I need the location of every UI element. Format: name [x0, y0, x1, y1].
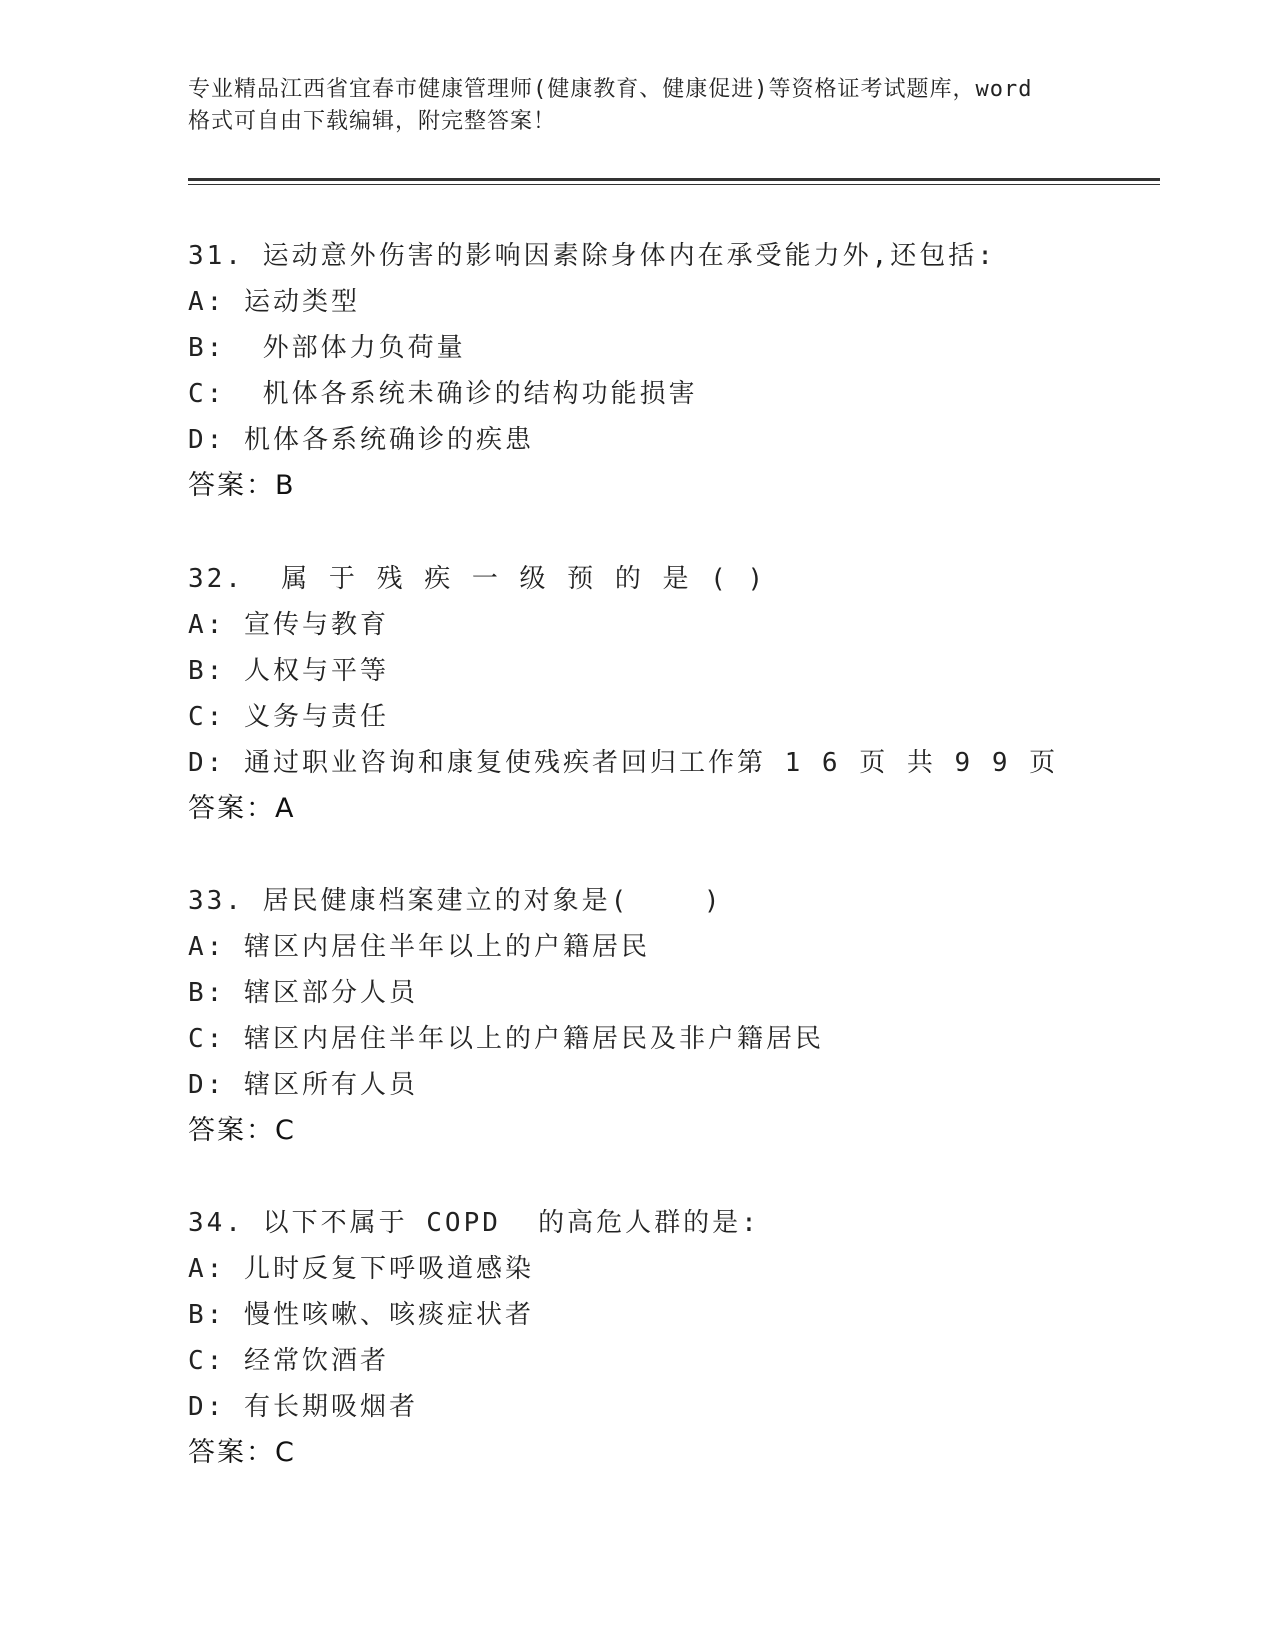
option-b: B: 慢性咳嗽、咳痰症状者: [188, 1300, 534, 1330]
question-33: [188, 878, 1188, 1154]
header-divider-thin: [188, 184, 1160, 185]
option-a: A: 运动类型: [188, 287, 360, 317]
header-divider-thick: [188, 178, 1160, 181]
option-c: C: 机体各系统未确诊的结构功能损害: [188, 379, 698, 409]
option-d: D: 通过职业咨询和康复使残疾者回归工作第 1 6 页 共 9 9 页: [188, 748, 1059, 778]
option-a: A: 辖区内居住半年以上的户籍居民: [188, 932, 650, 962]
answer: 答案：C: [188, 1437, 296, 1468]
option-b: B: 人权与平等: [188, 656, 389, 686]
option-a: A: 宣传与教育: [188, 610, 389, 640]
option-d: D: 机体各系统确诊的疾患: [188, 425, 534, 455]
option-b: B: 外部体力负荷量: [188, 333, 466, 363]
option-c: C: 辖区内居住半年以上的户籍居民及非户籍居民: [188, 1024, 824, 1054]
answer: 答案：C: [188, 1115, 296, 1146]
question-stem: 32. 属 于 残 疾 一 级 预 的 是 ( ): [188, 564, 767, 594]
answer: 答案：A: [188, 793, 296, 824]
answer: 答案：B: [188, 470, 296, 501]
question-34: [188, 1200, 1188, 1476]
question-32: [188, 556, 1188, 832]
header-line-1: 专业精品江西省宜春市健康管理师(健康教育、健康促进)等资格证考试题库，word: [188, 77, 1033, 102]
question-31: [188, 233, 1188, 509]
option-c: C: 经常饮酒者: [188, 1346, 389, 1376]
option-b: B: 辖区部分人员: [188, 978, 418, 1008]
document-header: [188, 74, 1088, 138]
question-stem: 31. 运动意外伤害的影响因素除身体内在承受能力外,还包括:: [188, 241, 996, 271]
option-a: A: 儿时反复下呼吸道感染: [188, 1254, 534, 1284]
question-stem: 33. 居民健康档案建立的对象是( ): [188, 886, 723, 916]
option-d: D: 辖区所有人员: [188, 1070, 418, 1100]
option-d: D: 有长期吸烟者: [188, 1392, 418, 1422]
option-c: C: 义务与责任: [188, 702, 389, 732]
question-stem: 34. 以下不属于 COPD 的高危人群的是:: [188, 1208, 760, 1238]
header-line-2: 格式可自由下载编辑，附完整答案！: [188, 109, 557, 134]
